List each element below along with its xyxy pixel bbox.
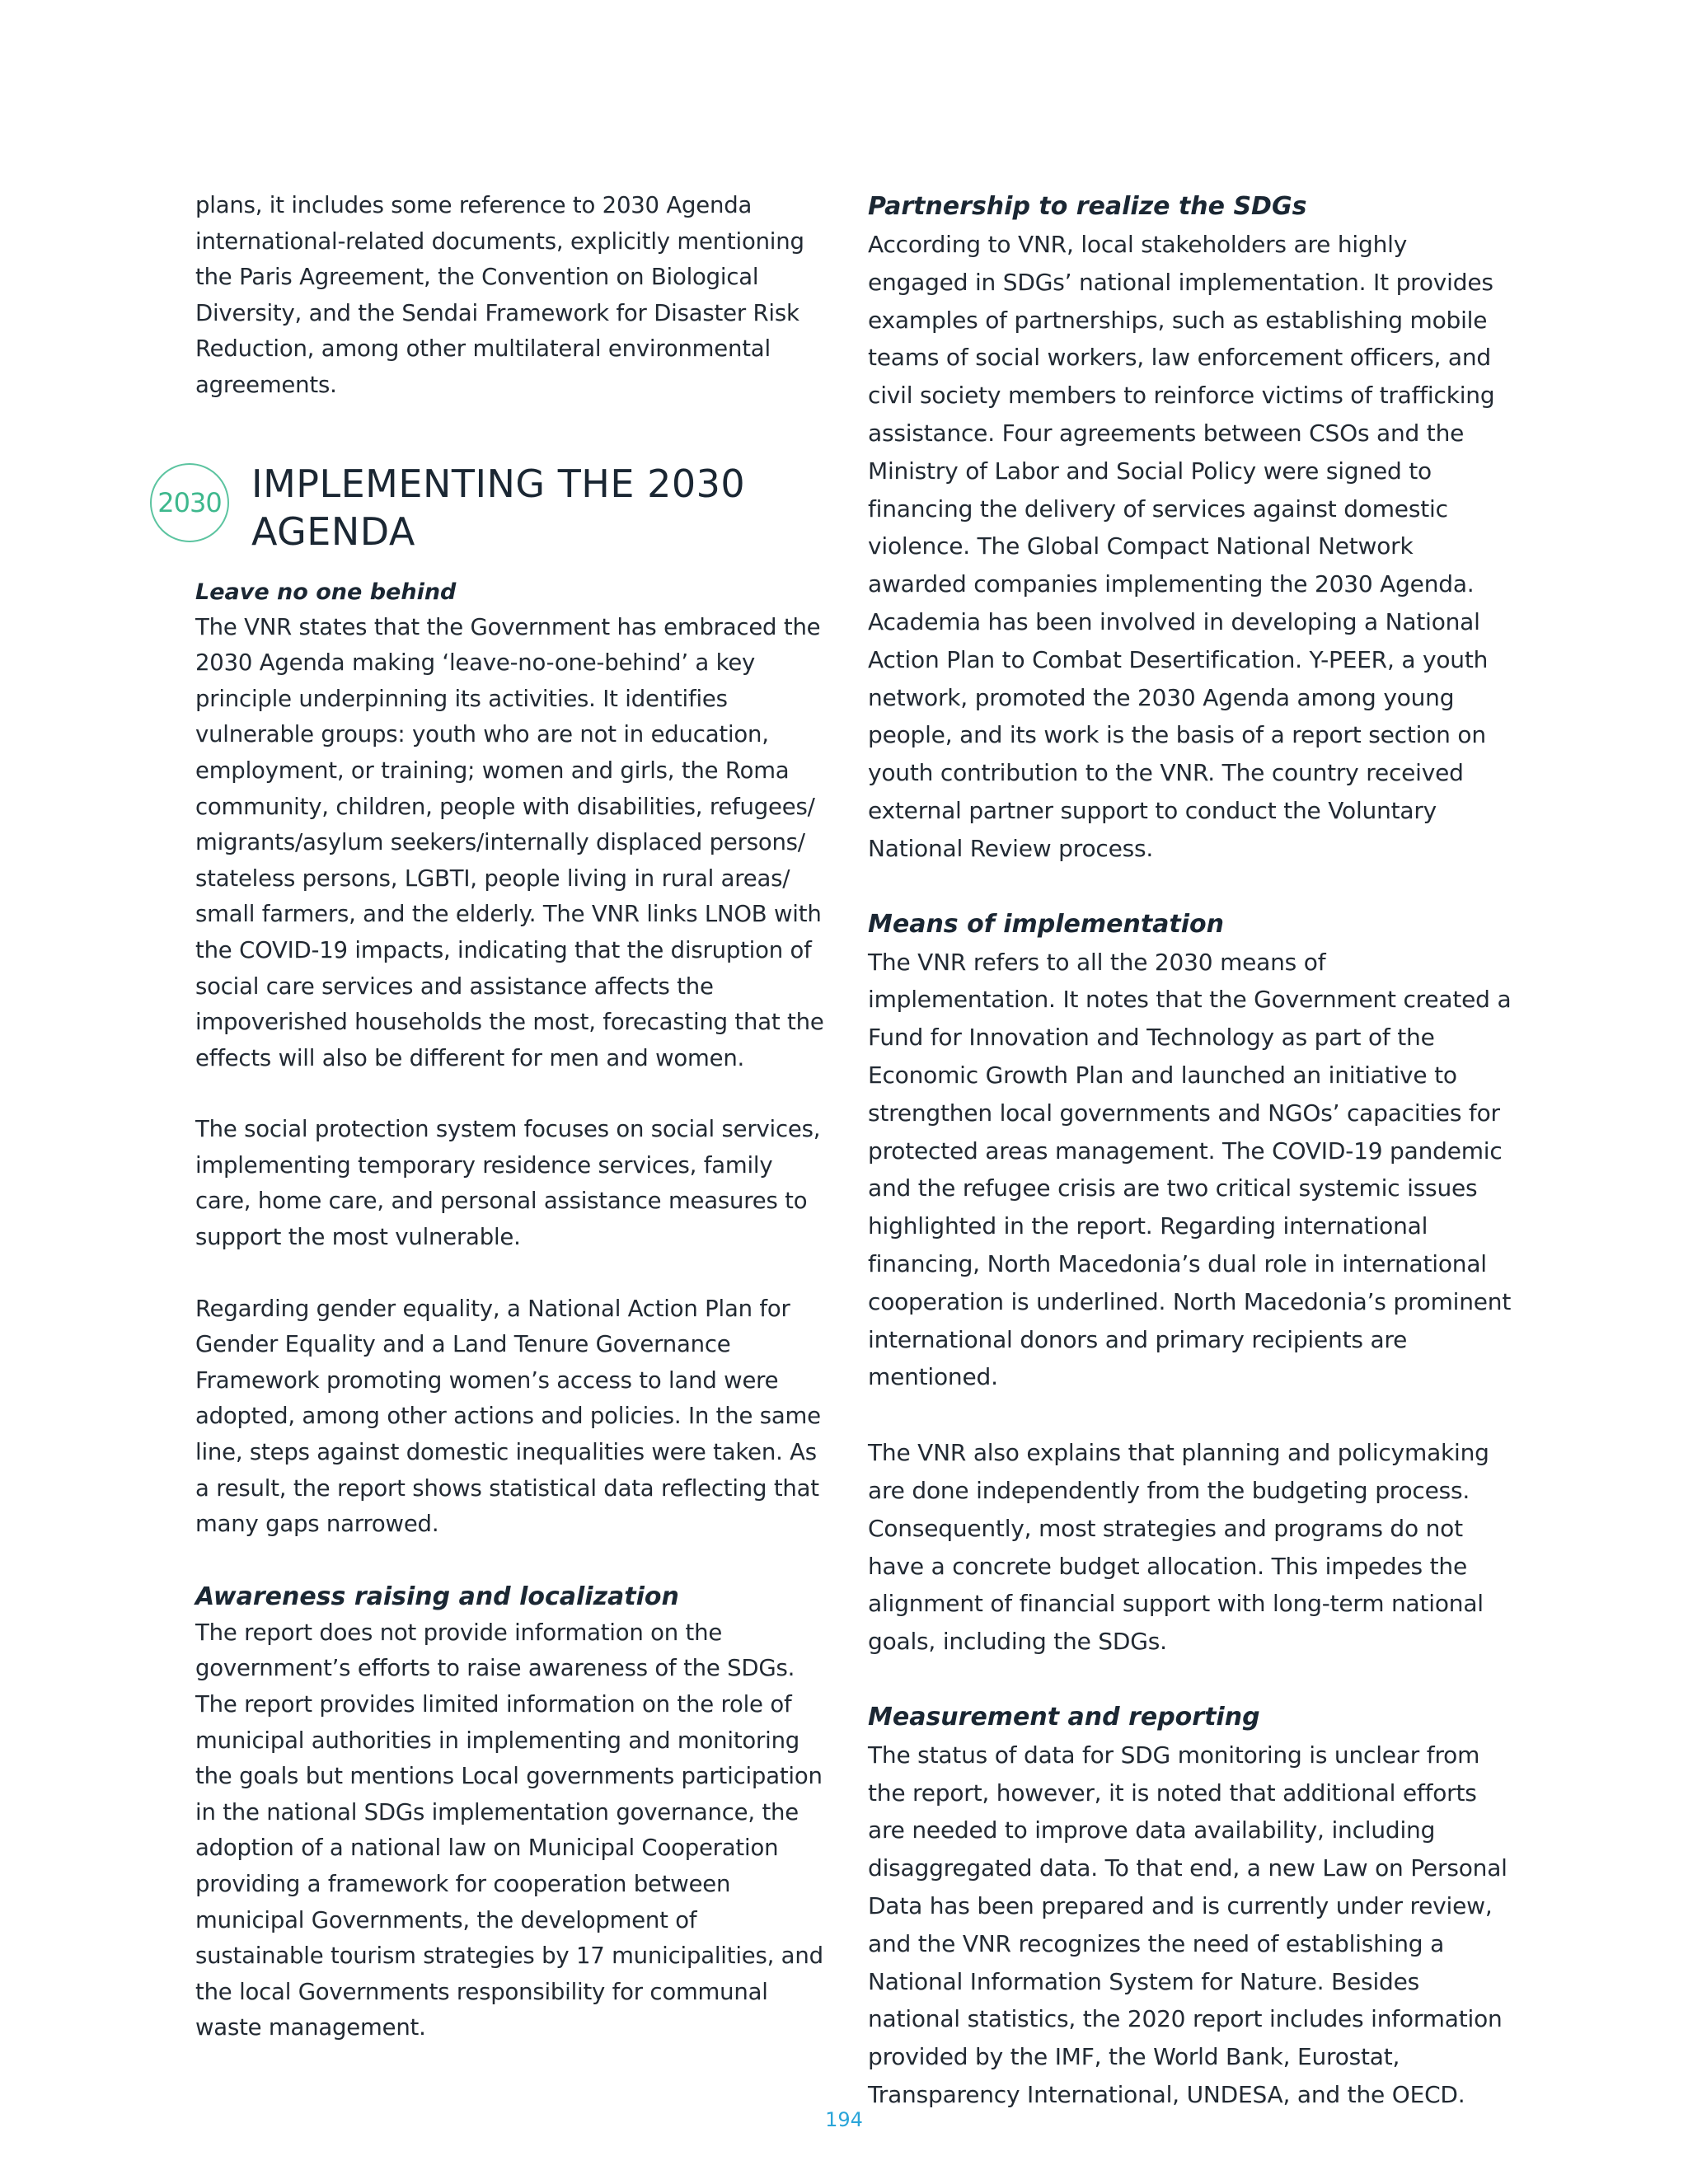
page-number: 194 <box>825 2108 863 2131</box>
section-title: IMPLEMENTING THE 2030 AGENDA <box>251 461 746 554</box>
measurement-paragraph: The status of data for SDG monitoring is unclear from the report, however, it is noted that additional efforts are needed to improve data availability, including disaggregated data. To that end, a new Law on Personal Data has been prepared and is currently under review, and the VNR recognizes the need of establishing a National Information System for Nature. Besides national statistics, the 2020 report includes information provided by the IMF, the World Bank, Eurostat, Transparency International, UNDESA, and the OECD. <box>868 1741 1507 2109</box>
intro-paragraph: plans, it includes some reference to 2030 Agenda international-related documents, explicitly mentioning the Paris Agreement, the Convention on Biological Diversity, and the Sendai Framework for Disaster Risk Reduction, among other multilateral environmental agreements. <box>195 192 804 398</box>
means-paragraph-2: The VNR also explains that planning and policymaking are done independently from the budgeting process. Consequently, most strategies and programs do not have a concrete budget allocation. This impedes the alignment of financial support with long-term national goals, including the SDGs. <box>868 1439 1489 1656</box>
awareness-paragraph: The report does not provide information on the government’s efforts to raise awareness of the SDGs. The report provides limited information on the role of municipal authorities in implementing and monitoring the goals but mentions Local governments participation in the national SDGs implementation governance, the adoption of a national law on Municipal Cooperation providing a framework for cooperation between municipal Governments, the development of sustainable tourism strategies by 17 municipalities, and the local Governments responsibility for communal waste management. <box>195 1619 823 2041</box>
heading-means-of-implementation: Means of implementation <box>868 909 1224 939</box>
section-header <box>157 460 830 575</box>
left-column <box>157 188 830 2046</box>
heading-partnership: Partnership to realize the SDGs <box>868 192 1307 221</box>
right-column <box>868 188 1512 2114</box>
lnob-paragraph-3: Regarding gender equality, a National Action Plan for Gender Equality and a Land Tenure Governance Framework promoting women’s access to land were adopted, among other actions and policies. In the same line, steps against domestic inequalities were taken. As a result, the report shows statistical data reflecting that many gaps narrowed. <box>195 1295 821 1538</box>
heading-leave-no-one-behind: Leave no one behind <box>195 579 457 605</box>
means-paragraph-1: The VNR refers to all the 2030 means of implementation. It notes that the Government created a Fund for Innovation and Technology as part of the Economic Growth Plan and launched an initiative to strengthen local governments and NGOs’ capacities for protected areas management. The COVID-19 pandemic and the refugee crisis are two critical systemic issues highlighted in the report. Regarding international financing, North Macedonia’s dual role in international cooperation is underlined. North Macedonia’s prominent international donors and primary recipients are mentioned. <box>868 948 1512 1391</box>
lnob-paragraph-1: The VNR states that the Government has embraced the 2030 Agenda making ‘leave-no-one-behind’ a key principle underpinning its activities. It identifies vulnerable groups: youth who are not in education, employment, or training; women and girls, the Roma community, children, people with disabilities, refugees/ migrants/asylum seekers/internally displaced persons/ stateless persons, LGBTI, people living in rural areas/ small farmers, and the elderly. The VNR links LNOB with the COVID-19 impacts, indicating that the disruption of social care services and assistance affects the impoverished households the most, forecasting that the effects will also be different for men and women. <box>195 613 824 1071</box>
lnob-paragraph-2: The social protection system focuses on social services, implementing temporary residence services, family care, home care, and personal assistance measures to support the most vulnerable. <box>195 1116 821 1251</box>
heading-awareness-raising: Awareness raising and localization <box>195 1582 679 1611</box>
heading-measurement-reporting: Measurement and reporting <box>868 1702 1260 1732</box>
section-badge-2030: 2030 <box>150 463 229 542</box>
partnership-paragraph: According to VNR, local stakeholders are highly engaged in SDGs’ national implementation. It provides examples of partnerships, such as establishing mobile teams of social workers, law enforcement officers, and civil society members to reinforce victims of trafficking assistance. Four agreements between CSOs and the Ministry of Labor and Social Policy were signed to financing the delivery of services against domestic violence. The Global Compact National Network awarded companies implementing the 2030 Agenda. Academia has been involved in developing a National Action Plan to Combat Desertification. Y-PEER, a youth network, promoted the 2030 Agenda among young people, and its work is the basis of a report section on youth contribution to the VNR. The country received external partner support to conduct the Voluntary National Review process. <box>868 231 1495 862</box>
